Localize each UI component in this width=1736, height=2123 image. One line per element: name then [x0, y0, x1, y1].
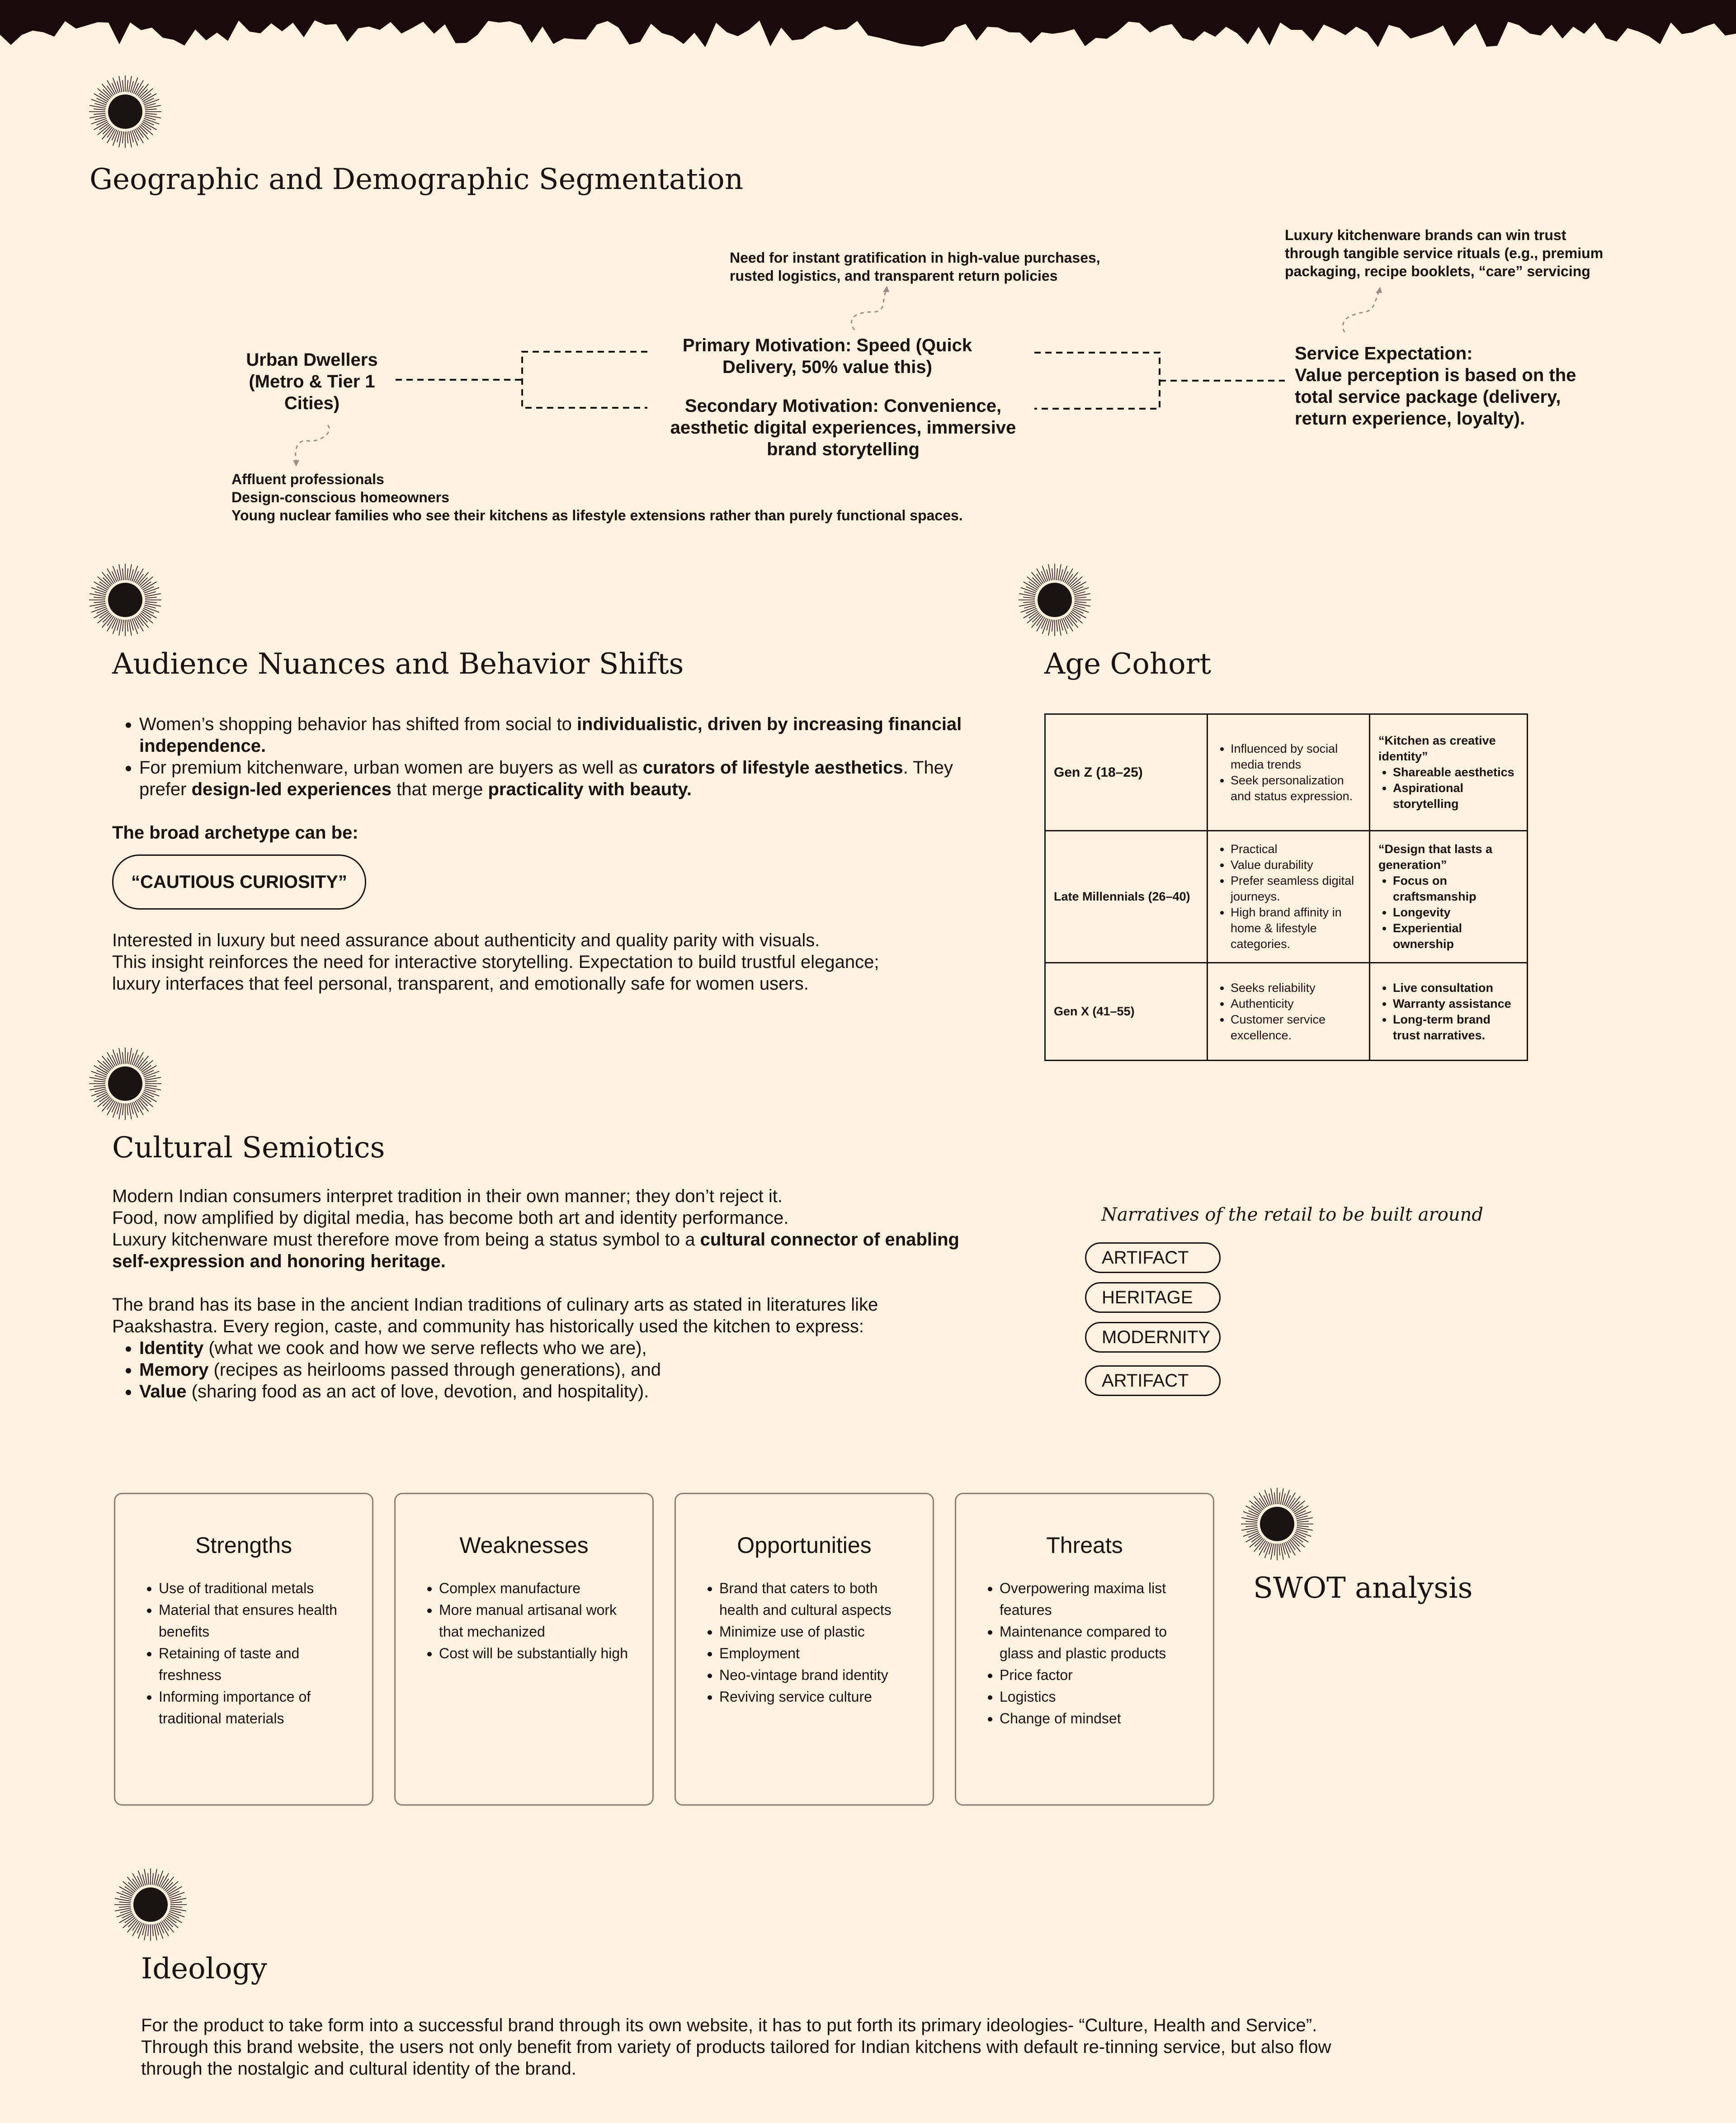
age-cohort-table	[1044, 713, 1528, 1061]
sunburst-icon	[1016, 561, 1093, 638]
ideology-title: Ideology	[141, 1952, 267, 1986]
sunburst-icon	[87, 1045, 164, 1122]
sunburst-icon	[1239, 1486, 1316, 1562]
culture-list	[112, 1337, 953, 1402]
primary-note: Need for instant gratification in high-value purchases, rusted logistics, and transparent return policies	[730, 250, 1100, 284]
service-note: Luxury kitchenware brands can win trust through tangible service rituals (e.g., premium packaging, recipe booklets, “care” servicing	[1285, 227, 1604, 279]
list-item: • Memory (recipes as heirlooms passed through generations), and	[139, 1359, 953, 1381]
secondary-motivation-node: Secondary Motivation: Convenience, aesthetic digital experiences, immersive brand storytelling	[670, 396, 1016, 459]
traits-cell: • Practical • Value durability • Prefer seamless digital journeys. • High brand affinity in home & lifestyle categories.	[1208, 831, 1370, 963]
cohort-cell: Late Millennials (26–40)	[1045, 831, 1208, 963]
list-item: • Women’s shopping behavior has shifted from social to individualistic, driven by increasing financial independence.	[139, 713, 998, 757]
card-title: Threats	[1046, 1533, 1123, 1558]
primary-motivation-node: Primary Motivation: Speed (Quick Delivery, 50% value this)	[682, 335, 972, 377]
urban-note: Affluent professionals	[231, 471, 384, 487]
swot-card-strengths: Strengths • Use of traditional metals • Material that ensures health benefits • Retaining of taste and freshness • Informing importance of traditional materials	[114, 1493, 373, 1806]
table-row	[1045, 963, 1528, 1061]
swot-card-weaknesses: Weaknesses • Complex manufacture • More manual artisanal work that mechanized • Cost will be substantially high	[394, 1493, 654, 1806]
audience-title: Audience Nuances and Behavior Shifts	[112, 647, 684, 681]
narrative-tag: ARTIFACT	[1085, 1242, 1221, 1273]
urban-note: Design-conscious homeowners	[231, 489, 449, 505]
swot-card-opportunities: Opportunities • Brand that caters to both health and cultural aspects • Minimize use of plastic • Employment • Neo-vintage brand identity • Reviving service culture	[675, 1493, 934, 1806]
card-title: Weaknesses	[459, 1533, 589, 1558]
list-item: • Identity (what we cook and how we serve reflects who we are),	[139, 1337, 953, 1359]
traits-cell: • Influenced by social media trends • Seek personalization and status expression.	[1208, 714, 1370, 831]
narratives-label: Narratives of the retail to be built around	[1101, 1204, 1483, 1225]
narrative-tag: MODERNITY	[1085, 1322, 1221, 1353]
culture-paragraph-1: Modern Indian consumers interpret tradition in their own manner; they don’t reject it. Food, now amplified by digital media, has become both art and identity performance. Luxury kitchenware must therefore move from being a status symbol to a cultural connector of enabling self-expression and honoring heritage.	[112, 1186, 959, 1271]
card-title: Strengths	[195, 1533, 292, 1558]
card-title: Opportunities	[737, 1533, 872, 1558]
table-row	[1045, 831, 1528, 963]
archetype-label: The broad archetype can be:	[112, 823, 359, 843]
culture-paragraph-2: The brand has its base in the ancient Indian traditions of culinary arts as stated in literatures like Paakshastra. Every region, caste, and community has historically used the kitchen to express:	[112, 1295, 878, 1336]
urban-note: Young nuclear families who see their kitchens as lifestyle extensions rather than purely functional spaces.	[231, 507, 963, 524]
age-title: Age Cohort	[1044, 647, 1211, 681]
cohort-cell: Gen Z (18–25)	[1045, 714, 1208, 831]
geo-title: Geographic and Demographic Segmentation	[90, 163, 744, 196]
traits-cell: • Seeks reliability • Authenticity • Customer service excellence.	[1208, 963, 1370, 1061]
swot-card-threats: Threats • Overpowering maxima list features • Maintenance compared to glass and plastic products • Price factor • Logistics • Change of mindset	[955, 1493, 1214, 1806]
list-item: • For premium kitchenware, urban women are buyers as well as curators of lifestyle aesthetics. They prefer design-led experiences that merge practicality with beauty.	[139, 757, 998, 800]
table-row	[1045, 714, 1528, 831]
narrative-tag: ARTIFACT	[1085, 1365, 1221, 1396]
service-expectation-node: Service Expectation: Value perception is based on the total service package (delivery, return experience, loyalty).	[1295, 344, 1576, 429]
cohort-cell: Gen X (41–55)	[1045, 963, 1208, 1061]
sunburst-icon	[87, 561, 164, 638]
needs-cell: “Kitchen as creative identity” • Shareable aesthetics • Aspirational storytelling	[1370, 714, 1528, 831]
needs-cell: “Design that lasts a generation” • Focus on craftsmanship • Longevity • Experiential ownership	[1370, 831, 1528, 963]
audience-paragraph: Interested in luxury but need assurance about authenticity and quality parity with visuals. This insight reinforces the need for interactive storytelling. Expectation to build trustful elegance; luxury interfaces that feel personal, transparent, and emotionally safe for women users.	[112, 930, 879, 994]
urban-dwellers-node: Urban Dwellers (Metro & Tier 1 Cities)	[246, 350, 378, 413]
needs-cell: • Live consultation • Warranty assistance • Long-term brand trust narratives.	[1370, 963, 1528, 1061]
list-item: • Value (sharing food as an act of love, devotion, and hospitality).	[139, 1381, 953, 1402]
audience-bullets	[112, 713, 998, 800]
sunburst-icon	[112, 1866, 189, 1943]
culture-title: Cultural Semiotics	[112, 1131, 385, 1165]
swot-title: SWOT analysis	[1253, 1571, 1473, 1605]
segmentation-connectors	[0, 0, 1736, 543]
narrative-tag: HERITAGE	[1085, 1282, 1221, 1313]
ideology-text: For the product to take form into a successful brand through its own website, it has to put forth its primary ideologies- “Culture, Health and Service”. Through this brand website, the users not only benefit from variety of products tailored for Indian kitchens with default re-tinning service, but also flow through the nostalgic and cultural identity of the brand.	[141, 2015, 1331, 2079]
archetype-pill: “CAUTIOUS CURIOSITY”	[112, 854, 366, 910]
